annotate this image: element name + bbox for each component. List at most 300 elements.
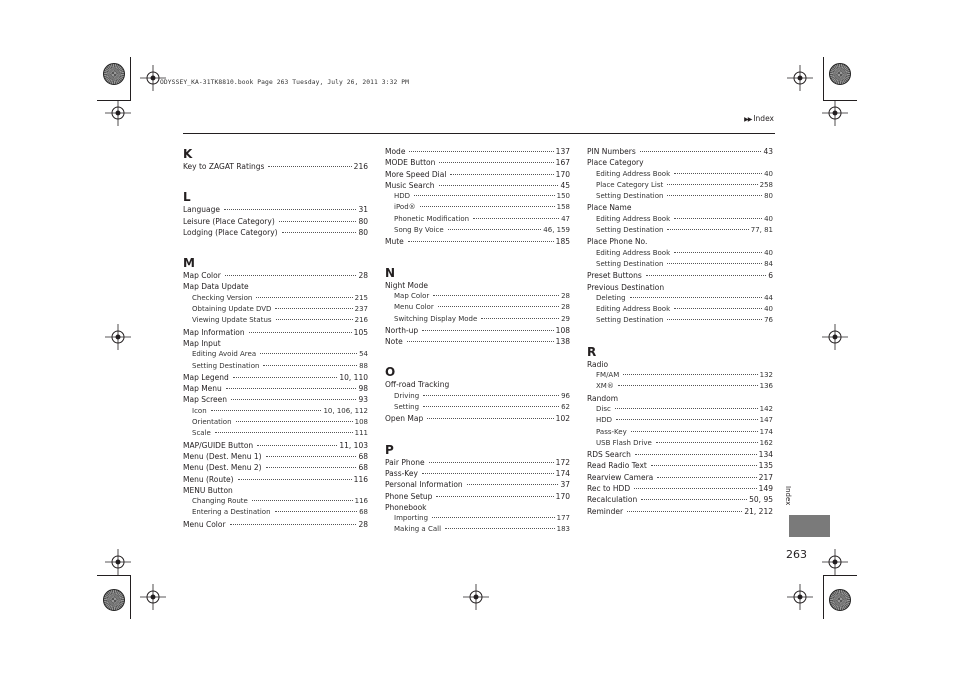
registration-dial-icon (829, 589, 851, 611)
section-letter: O (385, 365, 396, 380)
index-entry (183, 270, 368, 281)
index-subentry (183, 406, 368, 417)
dot-leader (236, 421, 353, 422)
dot-leader (651, 465, 757, 466)
section-gap (587, 327, 773, 344)
dot-leader (438, 306, 559, 307)
entry-page: 31 (358, 205, 368, 215)
entry-term: Importing (394, 514, 429, 523)
dot-leader (667, 263, 762, 264)
dot-leader (481, 318, 559, 319)
dot-leader (427, 418, 553, 419)
dot-leader (256, 297, 352, 298)
section-gap (385, 425, 570, 442)
entry-page: 80 (358, 216, 368, 226)
entry-term: Note (385, 337, 403, 347)
index-subentry (587, 415, 773, 426)
dot-leader (407, 341, 554, 342)
dot-leader (641, 499, 747, 500)
index-subentry (587, 180, 773, 191)
index-subentry (183, 361, 368, 372)
index-entry (385, 491, 570, 502)
index-entry (183, 327, 368, 338)
index-entry (587, 282, 773, 293)
dot-leader (667, 319, 762, 320)
dot-leader (657, 477, 756, 478)
index-subentry (385, 391, 570, 402)
entry-term: Map Data Update (183, 282, 249, 292)
entry-page: 162 (759, 438, 773, 447)
entry-page: 258 (759, 180, 773, 189)
dot-leader (409, 151, 553, 152)
entry-page: 102 (555, 414, 570, 424)
entry-page: 170 (555, 169, 570, 179)
dot-leader (634, 488, 757, 489)
entry-term: XM® (596, 382, 614, 391)
entry-page: 138 (555, 337, 570, 347)
dot-leader (226, 388, 357, 389)
entry-term: FM/AM (596, 371, 620, 380)
entry-page: 29 (561, 314, 570, 323)
entry-term: Rec to HDD (587, 484, 631, 494)
entry-term: Mode (385, 147, 406, 156)
entry-term: PIN Numbers (587, 147, 636, 156)
index-entry (385, 157, 570, 168)
entry-page: 167 (555, 158, 570, 168)
header-rule (183, 133, 775, 134)
entry-page: 108 (555, 325, 570, 335)
entry-term: Language (183, 205, 221, 215)
dot-leader (467, 484, 559, 485)
dot-leader (423, 395, 559, 396)
entry-page: 185 (555, 237, 570, 247)
index-subentry (587, 438, 773, 449)
entry-term: Pass-Key (596, 427, 627, 436)
index-subentry (385, 524, 570, 535)
index-subentry (385, 513, 570, 524)
dot-leader (230, 524, 357, 525)
entry-page: 76 (764, 316, 773, 325)
entry-term: Lodging (Place Category) (183, 227, 278, 237)
entry-page: 174 (759, 427, 773, 436)
index-subentry (385, 214, 570, 225)
dot-leader (276, 319, 353, 320)
index-subentry (587, 169, 773, 180)
entry-page: 149 (758, 484, 773, 494)
entry-page: 40 (764, 248, 773, 257)
section-gap (385, 347, 570, 364)
crop-mark (97, 575, 131, 576)
entry-term: Key to ZAGAT Ratings (183, 162, 265, 171)
entry-page: 84 (764, 259, 773, 268)
index-entry (183, 383, 368, 394)
index-entry (385, 413, 570, 424)
entry-term: Menu Color (394, 303, 434, 312)
section-letter: R (587, 344, 597, 359)
entry-term: Map Input (183, 338, 221, 348)
index-subentry (587, 381, 773, 392)
entry-term: Map Screen (183, 395, 227, 405)
crop-mark (823, 575, 857, 576)
index-subentry (587, 427, 773, 438)
entry-page: 135 (758, 461, 773, 471)
dot-leader (631, 431, 758, 432)
entry-page: 183 (556, 525, 570, 534)
entry-term: Editing Address Book (596, 214, 671, 223)
entry-term: Place Name (587, 203, 632, 213)
index-subentry (587, 293, 773, 304)
registration-dial-icon (829, 63, 851, 85)
double-arrow-icon: ▶▶ (744, 116, 752, 123)
entry-term: MAP/GUIDE Button (183, 440, 254, 450)
entry-term: Making a Call (394, 525, 442, 534)
dot-leader (674, 173, 762, 174)
index-entry (587, 494, 773, 505)
entry-term: Rearview Camera (587, 472, 654, 482)
entry-term: Preset Buttons (587, 271, 642, 281)
entry-page: 28 (358, 271, 368, 281)
entry-term: Pair Phone (385, 457, 425, 467)
entry-term: Editing Address Book (596, 305, 671, 314)
index-subentry (183, 417, 368, 428)
dot-leader (422, 330, 553, 331)
dot-leader (266, 456, 357, 457)
entry-page: 68 (359, 508, 368, 517)
dot-leader (436, 496, 553, 497)
dot-leader (623, 374, 757, 375)
index-subentry (385, 302, 570, 313)
dot-leader (429, 462, 554, 463)
entry-page: 6 (768, 271, 773, 281)
dot-leader (279, 221, 357, 222)
entry-page: 50, 95 (749, 495, 773, 505)
dot-leader (439, 162, 553, 163)
entry-term: Radio (587, 359, 609, 369)
index-entry (587, 202, 773, 213)
entry-page: 142 (759, 404, 773, 413)
entry-page: 28 (561, 303, 570, 312)
entry-term: Obtaining Update DVD (192, 305, 272, 314)
entry-page: 116 (354, 497, 368, 506)
dot-leader (433, 295, 559, 296)
dot-leader (408, 241, 554, 242)
index-entry (385, 169, 570, 180)
index-subentry (587, 259, 773, 270)
dot-leader (257, 445, 337, 446)
entry-page: 98 (358, 384, 368, 394)
index-subentry (385, 202, 570, 213)
index-entry (385, 280, 570, 291)
index-column-2 (385, 146, 570, 536)
entry-term: Setting Destination (596, 192, 664, 201)
dot-leader (238, 479, 352, 480)
dot-leader (275, 511, 358, 512)
entry-term: HDD (596, 416, 613, 425)
index-entry (183, 394, 368, 405)
entry-page: 37 (560, 480, 570, 490)
index-column-1 (183, 146, 368, 530)
index-subentry (183, 349, 368, 360)
index-entry (385, 468, 570, 479)
entry-page: 45 (560, 180, 570, 190)
entry-term: USB Flash Drive (596, 438, 652, 447)
entry-term: Setting Destination (596, 259, 664, 268)
dot-leader (674, 308, 762, 309)
dot-leader (439, 185, 559, 186)
entry-page: 21, 212 (744, 506, 773, 516)
entry-term: Mute (385, 237, 404, 247)
index-entry (385, 236, 570, 247)
entry-term: Phone Setup (385, 491, 433, 501)
index-subentry (385, 291, 570, 302)
entry-term: Viewing Update Status (192, 316, 272, 325)
entry-page: 68 (358, 451, 368, 461)
crop-mark (130, 57, 131, 101)
index-subentry (587, 304, 773, 315)
index-entry (183, 462, 368, 473)
section-letter: M (183, 256, 195, 271)
dot-leader (224, 209, 356, 210)
entry-page: 216 (354, 316, 368, 325)
entry-page: 80 (358, 227, 368, 237)
index-subentry (587, 191, 773, 202)
entry-term: Read Radio Text (587, 461, 647, 471)
index-entry (587, 157, 773, 168)
index-entry (183, 519, 368, 530)
entry-term: Menu (Dest. Menu 2) (183, 463, 262, 473)
entry-page: 137 (555, 147, 570, 156)
index-subentry (385, 191, 570, 202)
index-entry (183, 474, 368, 485)
entry-term: Map Legend (183, 372, 229, 382)
index-entry (183, 338, 368, 349)
section-letter: L (183, 190, 191, 205)
entry-term: Disc (596, 404, 611, 413)
section-letter: N (385, 265, 396, 280)
entry-page: 216 (353, 162, 368, 171)
entry-term: Scale (192, 429, 211, 438)
entry-page: 96 (561, 391, 570, 400)
dot-leader (233, 377, 338, 378)
entry-term: Entering a Destination (192, 508, 271, 517)
section-letter: K (183, 147, 193, 161)
entry-term: Icon (192, 406, 207, 415)
dot-leader (450, 174, 553, 175)
index-subentry (385, 402, 570, 413)
dot-leader (640, 151, 762, 152)
dot-leader (414, 195, 555, 196)
index-entry (183, 451, 368, 462)
entry-term: Random (587, 393, 619, 403)
entry-page: 77, 81 (750, 226, 773, 235)
entry-page: 158 (556, 203, 570, 212)
index-subentry (183, 428, 368, 439)
dot-leader (266, 467, 357, 468)
entry-term: Map Menu (183, 384, 222, 394)
dot-leader (674, 252, 762, 253)
side-tab (789, 515, 830, 537)
index-entry (183, 227, 368, 238)
entry-term: Phonebook (385, 502, 427, 512)
entry-page: 40 (764, 214, 773, 223)
index-entry (385, 146, 570, 157)
entry-term: Editing Avoid Area (192, 350, 257, 359)
entry-term: More Speed Dial (385, 169, 447, 179)
dot-leader (231, 399, 356, 400)
entry-page: 116 (353, 474, 368, 484)
dot-leader (618, 385, 758, 386)
entry-term: Changing Route (192, 497, 248, 506)
entry-page: 136 (759, 382, 773, 391)
entry-term: Orientation (192, 418, 232, 427)
dot-leader (646, 275, 766, 276)
entry-page: 217 (758, 472, 773, 482)
index-entry (385, 457, 570, 468)
entry-page: 47 (561, 214, 570, 223)
registration-dial-icon (103, 589, 125, 611)
entry-page: 28 (358, 519, 368, 529)
dot-leader (249, 332, 352, 333)
dot-leader (448, 229, 542, 230)
index-subentry (587, 225, 773, 236)
entry-term: Phonetic Modification (394, 214, 470, 223)
section-gap (183, 172, 368, 189)
entry-term: Music Search (385, 180, 435, 190)
index-entry (183, 161, 368, 172)
entry-page: 44 (764, 293, 773, 302)
index-subentry (587, 370, 773, 381)
dot-leader (432, 517, 555, 518)
dot-leader (667, 184, 757, 185)
index-entry (587, 146, 773, 157)
index-entry (587, 472, 773, 483)
print-header: ODYSSEY_KA-31TK8810.book Page 263 Tuesday, July 26, 2011 3:32 PM (160, 79, 410, 86)
entry-term: Editing Address Book (596, 169, 671, 178)
section-gap (183, 238, 368, 255)
entry-term: Setting Destination (192, 361, 260, 370)
dot-leader (420, 206, 555, 207)
entry-term: Menu (Route) (183, 474, 234, 484)
entry-page: 174 (555, 468, 570, 478)
dot-leader (473, 218, 559, 219)
dot-leader (616, 419, 758, 420)
breadcrumb-label: Index (753, 114, 774, 123)
dot-leader (445, 528, 555, 529)
entry-page: 172 (555, 457, 570, 467)
index-entry (587, 483, 773, 494)
crop-mark (130, 575, 131, 619)
entry-page: 237 (354, 305, 368, 314)
entry-page: 43 (763, 147, 773, 156)
entry-term: Place Category List (596, 180, 664, 189)
crop-mark (823, 575, 824, 619)
entry-term: Menu (Dest. Menu 1) (183, 451, 262, 461)
section-gap (385, 248, 570, 265)
entry-term: Pass-Key (385, 468, 418, 478)
dot-leader (225, 275, 357, 276)
side-tab-label: Index (784, 486, 792, 506)
index-entry (183, 372, 368, 383)
entry-page: 88 (359, 361, 368, 370)
entry-page: 10, 106, 112 (323, 406, 368, 415)
entry-page: 62 (561, 403, 570, 412)
index-entry (587, 460, 773, 471)
entry-term: Personal Information (385, 480, 463, 490)
index-entry (183, 485, 368, 496)
index-subentry (587, 214, 773, 225)
entry-term: Off-road Tracking (385, 380, 450, 390)
entry-term: Map Information (183, 327, 245, 337)
index-entry (183, 216, 368, 227)
entry-term: Recalculation (587, 495, 638, 505)
entry-page: 28 (561, 291, 570, 300)
entry-term: Driving (394, 391, 420, 400)
index-subentry (183, 507, 368, 518)
entry-page: 170 (555, 491, 570, 501)
entry-term: HDD (394, 192, 411, 201)
dot-leader (263, 365, 357, 366)
index-entry (587, 449, 773, 460)
entry-page: 40 (764, 305, 773, 314)
entry-page: 54 (359, 350, 368, 359)
dot-leader (635, 454, 757, 455)
index-entry (183, 281, 368, 292)
entry-page: 10, 110 (339, 372, 368, 382)
entry-page: 93 (358, 395, 368, 405)
index-entry (587, 393, 773, 404)
entry-term: Place Phone No. (587, 237, 648, 247)
breadcrumb (744, 114, 774, 123)
entry-page: 68 (358, 463, 368, 473)
entry-page: 177 (556, 514, 570, 523)
dot-leader (667, 195, 762, 196)
entry-page: 46, 159 (543, 226, 570, 235)
index-subentry (183, 304, 368, 315)
index-subentry (385, 314, 570, 325)
entry-term: Previous Destination (587, 282, 665, 292)
entry-term: MENU Button (183, 485, 233, 495)
index-subentry (587, 248, 773, 259)
section-letter: P (385, 442, 394, 457)
dot-leader (282, 232, 357, 233)
index-entry (385, 180, 570, 191)
entry-term: Reminder (587, 506, 624, 516)
entry-page: 147 (759, 416, 773, 425)
entry-term: Open Map (385, 414, 424, 424)
index-entry (587, 506, 773, 517)
entry-page: 11, 103 (339, 440, 368, 450)
entry-page: 134 (758, 450, 773, 460)
entry-page: 40 (764, 169, 773, 178)
entry-term: Map Color (183, 271, 221, 281)
entry-term: North-up (385, 325, 419, 335)
crop-mark (823, 57, 824, 101)
entry-term: RDS Search (587, 450, 631, 460)
index-entry (183, 204, 368, 215)
index-entry (385, 502, 570, 513)
registration-dial-icon (103, 63, 125, 85)
entry-term: Leisure (Place Category) (183, 216, 275, 226)
index-column-3 (587, 146, 773, 517)
index-subentry (183, 315, 368, 326)
index-entry (385, 325, 570, 336)
entry-term: Song By Voice (394, 226, 444, 235)
entry-term: Setting Destination (596, 226, 664, 235)
entry-term: Switching Display Mode (394, 314, 478, 323)
index-entry (385, 479, 570, 490)
entry-page: 105 (353, 327, 368, 337)
dot-leader (211, 410, 322, 411)
